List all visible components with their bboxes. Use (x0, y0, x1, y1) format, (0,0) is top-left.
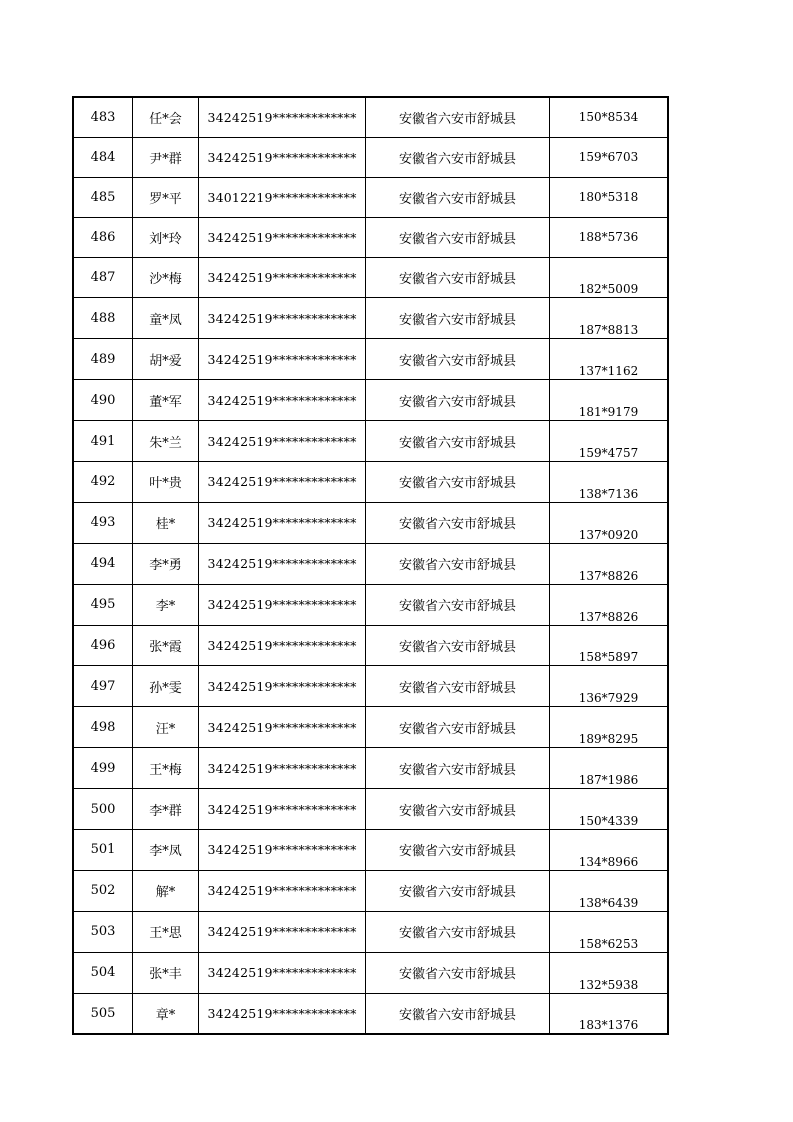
id-number-cell: 34242519************* (199, 666, 366, 707)
row-number-cell: 498 (73, 707, 133, 748)
id-number-cell: 34242519************* (199, 584, 366, 625)
row-number-cell: 496 (73, 625, 133, 666)
name-cell: 任*会 (133, 97, 199, 137)
id-number-cell: 34242519************* (199, 257, 366, 298)
table-row (73, 911, 668, 952)
id-number-cell: 34242519************* (199, 748, 366, 789)
name-cell: 张*丰 (133, 952, 199, 993)
address-cell: 安徽省六安市舒城县 (366, 339, 550, 380)
row-number-cell: 488 (73, 298, 133, 339)
row-number-cell: 486 (73, 217, 133, 257)
id-number-cell: 34242519************* (199, 298, 366, 339)
name-cell: 汪* (133, 707, 199, 748)
address-cell: 安徽省六安市舒城县 (366, 830, 550, 871)
name-cell: 王*思 (133, 911, 199, 952)
phone-cell: 180*5318 (550, 177, 669, 217)
id-number-cell: 34242519************* (199, 830, 366, 871)
row-number-cell: 485 (73, 177, 133, 217)
table-row (73, 298, 668, 339)
id-number-cell: 34242519************* (199, 339, 366, 380)
row-number-cell: 489 (73, 339, 133, 380)
name-cell: 李*群 (133, 789, 199, 830)
name-cell: 李* (133, 584, 199, 625)
row-number-cell: 494 (73, 543, 133, 584)
address-cell: 安徽省六安市舒城县 (366, 137, 550, 177)
id-number-cell: 34242519************* (199, 625, 366, 666)
table-row (73, 502, 668, 543)
address-cell: 安徽省六安市舒城县 (366, 789, 550, 830)
records-table (72, 96, 669, 1035)
records-table-body (73, 97, 668, 1034)
row-number-cell: 483 (73, 97, 133, 137)
table-row (73, 584, 668, 625)
phone-cell: 138*6439 (550, 870, 669, 911)
table-row (73, 789, 668, 830)
address-cell: 安徽省六安市舒城县 (366, 748, 550, 789)
name-cell: 童*凤 (133, 298, 199, 339)
id-number-cell: 34242519************* (199, 462, 366, 503)
row-number-cell: 487 (73, 257, 133, 298)
phone-cell: 188*5736 (550, 217, 669, 257)
row-number-cell: 490 (73, 380, 133, 421)
address-cell: 安徽省六安市舒城县 (366, 421, 550, 462)
phone-cell: 150*8534 (550, 97, 669, 137)
table-row (73, 748, 668, 789)
table-row (73, 339, 668, 380)
id-number-cell: 34242519************* (199, 97, 366, 137)
phone-cell: 150*4339 (550, 789, 669, 830)
id-number-cell: 34242519************* (199, 707, 366, 748)
phone-cell: 158*6253 (550, 911, 669, 952)
row-number-cell: 502 (73, 870, 133, 911)
name-cell: 罗*平 (133, 177, 199, 217)
table-row (73, 421, 668, 462)
id-number-cell: 34242519************* (199, 870, 366, 911)
address-cell: 安徽省六安市舒城县 (366, 177, 550, 217)
name-cell: 刘*玲 (133, 217, 199, 257)
phone-cell: 182*5009 (550, 257, 669, 298)
id-number-cell: 34242519************* (199, 952, 366, 993)
table-row (73, 462, 668, 503)
table-row (73, 380, 668, 421)
id-number-cell: 34012219************* (199, 177, 366, 217)
table-row (73, 97, 668, 137)
row-number-cell: 491 (73, 421, 133, 462)
phone-cell: 159*4757 (550, 421, 669, 462)
table-row (73, 870, 668, 911)
phone-cell: 181*9179 (550, 380, 669, 421)
address-cell: 安徽省六安市舒城县 (366, 502, 550, 543)
address-cell: 安徽省六安市舒城县 (366, 666, 550, 707)
name-cell: 解* (133, 870, 199, 911)
address-cell: 安徽省六安市舒城县 (366, 462, 550, 503)
address-cell: 安徽省六安市舒城县 (366, 380, 550, 421)
phone-cell: 137*0920 (550, 502, 669, 543)
name-cell: 董*军 (133, 380, 199, 421)
table-row (73, 137, 668, 177)
id-number-cell: 34242519************* (199, 789, 366, 830)
row-number-cell: 505 (73, 993, 133, 1034)
address-cell: 安徽省六安市舒城县 (366, 217, 550, 257)
address-cell: 安徽省六安市舒城县 (366, 625, 550, 666)
row-number-cell: 501 (73, 830, 133, 871)
table-row (73, 830, 668, 871)
table-row (73, 625, 668, 666)
row-number-cell: 493 (73, 502, 133, 543)
id-number-cell: 34242519************* (199, 421, 366, 462)
table-row (73, 952, 668, 993)
id-number-cell: 34242519************* (199, 502, 366, 543)
table-row (73, 993, 668, 1034)
table-row (73, 177, 668, 217)
address-cell: 安徽省六安市舒城县 (366, 952, 550, 993)
phone-cell: 137*8826 (550, 543, 669, 584)
address-cell: 安徽省六安市舒城县 (366, 584, 550, 625)
row-number-cell: 504 (73, 952, 133, 993)
address-cell: 安徽省六安市舒城县 (366, 993, 550, 1034)
row-number-cell: 499 (73, 748, 133, 789)
id-number-cell: 34242519************* (199, 380, 366, 421)
name-cell: 孙*雯 (133, 666, 199, 707)
phone-cell: 158*5897 (550, 625, 669, 666)
address-cell: 安徽省六安市舒城县 (366, 870, 550, 911)
table-row (73, 543, 668, 584)
name-cell: 尹*群 (133, 137, 199, 177)
name-cell: 朱*兰 (133, 421, 199, 462)
row-number-cell: 497 (73, 666, 133, 707)
name-cell: 桂* (133, 502, 199, 543)
phone-cell: 187*1986 (550, 748, 669, 789)
name-cell: 沙*梅 (133, 257, 199, 298)
phone-cell: 138*7136 (550, 462, 669, 503)
name-cell: 张*霞 (133, 625, 199, 666)
table-row (73, 666, 668, 707)
phone-cell: 187*8813 (550, 298, 669, 339)
address-cell: 安徽省六安市舒城县 (366, 707, 550, 748)
table-row (73, 217, 668, 257)
phone-cell: 189*8295 (550, 707, 669, 748)
phone-cell: 132*5938 (550, 952, 669, 993)
row-number-cell: 484 (73, 137, 133, 177)
phone-cell: 137*1162 (550, 339, 669, 380)
row-number-cell: 500 (73, 789, 133, 830)
name-cell: 叶*贵 (133, 462, 199, 503)
address-cell: 安徽省六安市舒城县 (366, 911, 550, 952)
id-number-cell: 34242519************* (199, 993, 366, 1034)
records-table-container (72, 96, 669, 1035)
phone-cell: 136*7929 (550, 666, 669, 707)
row-number-cell: 495 (73, 584, 133, 625)
name-cell: 王*梅 (133, 748, 199, 789)
address-cell: 安徽省六安市舒城县 (366, 298, 550, 339)
address-cell: 安徽省六安市舒城县 (366, 97, 550, 137)
name-cell: 李*勇 (133, 543, 199, 584)
id-number-cell: 34242519************* (199, 137, 366, 177)
id-number-cell: 34242519************* (199, 911, 366, 952)
phone-cell: 183*1376 (550, 993, 669, 1034)
row-number-cell: 503 (73, 911, 133, 952)
address-cell: 安徽省六安市舒城县 (366, 257, 550, 298)
name-cell: 胡*爱 (133, 339, 199, 380)
phone-cell: 159*6703 (550, 137, 669, 177)
table-row (73, 257, 668, 298)
id-number-cell: 34242519************* (199, 217, 366, 257)
table-row (73, 707, 668, 748)
phone-cell: 137*8826 (550, 584, 669, 625)
row-number-cell: 492 (73, 462, 133, 503)
address-cell: 安徽省六安市舒城县 (366, 543, 550, 584)
name-cell: 李*凤 (133, 830, 199, 871)
id-number-cell: 34242519************* (199, 543, 366, 584)
name-cell: 章* (133, 993, 199, 1034)
phone-cell: 134*8966 (550, 830, 669, 871)
